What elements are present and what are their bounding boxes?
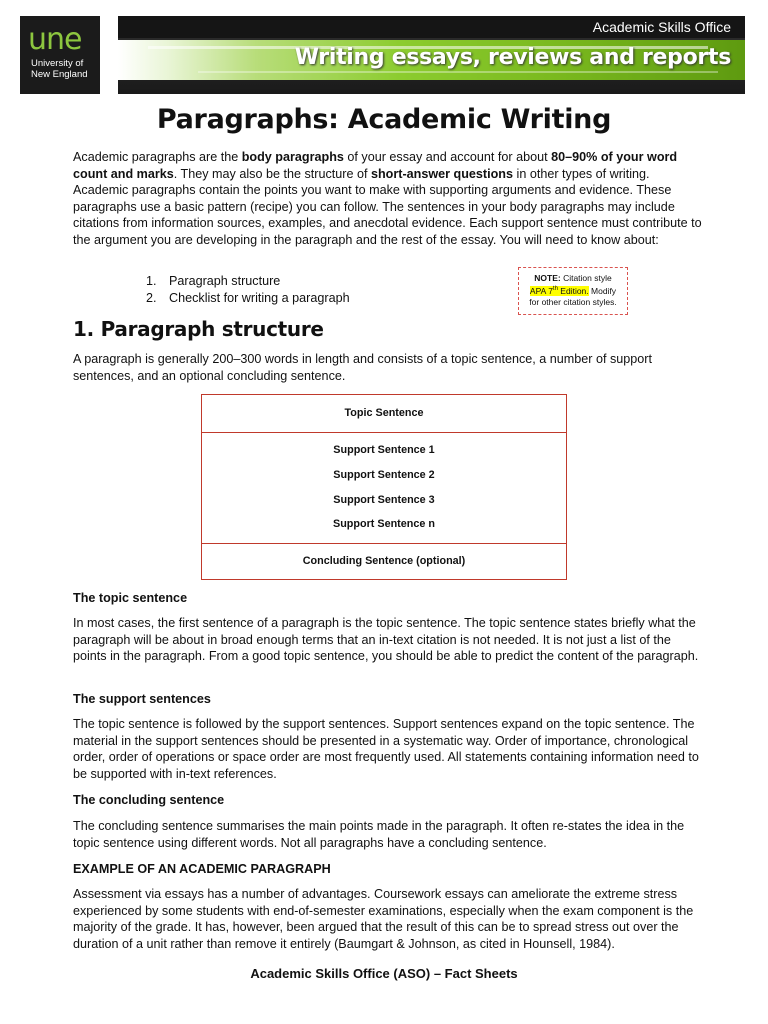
banner-streak	[198, 71, 718, 73]
topic-sentence-body: In most cases, the first sentence of a paragraph is the topic sentence. The topic sentence states briefly what the paragraph will be about in broad enough terms that an in-text citation is not needed. It is not just a list of the points in the paragraph. From a good topic sentence, you should be able to predict the content of the paragraph.	[73, 616, 699, 664]
concluding-sentence-body: The concluding sentence summarises the main points made in the paragraph. It often re-states the idea in the topic sentence using different words. Not all paragraphs have a concluding sentence.	[73, 819, 685, 850]
banner-title: Writing essays, reviews and reports	[294, 45, 731, 70]
diagram-support-sentence: Support Sentence 2	[333, 469, 435, 481]
list-item: 2. Checklist for writing a paragraph	[146, 290, 350, 305]
example-paragraph: Assessment via essays has a number of advantages. Coursework essays can ameliorate the extreme stress experienced by some students with end-of-semester examinations, especially when the exam component is the majority of the grade. It has, however, been argued that the result of this can be to spread stress out over the duration of a unit rather than remove it entirely (Baumgart & Johnson, as cited in Hounsell, 1984).	[73, 887, 694, 951]
citation-style-highlight: APA 7th Edition.	[529, 285, 589, 296]
example-heading: EXAMPLE OF AN ACADEMIC PARAGRAPH	[73, 862, 331, 876]
topic-sentence-heading: The topic sentence	[73, 591, 188, 605]
topics-list	[146, 273, 350, 306]
header-banner	[118, 16, 745, 94]
section-intro: A paragraph is generally 200–300 words in length and consists of a topic sentence, a number of support sentences, and an optional concluding sentence.	[73, 352, 652, 383]
page-title: Paragraphs: Academic Writing	[156, 104, 612, 135]
diagram-support-sentence: Support Sentence n	[333, 518, 435, 530]
page-footer: Academic Skills Office (ASO) – Fact Sheets	[250, 966, 518, 981]
citation-note: NOTE: Citation style APA 7th Edition. Modify for other citation styles.	[518, 267, 628, 315]
une-logo	[20, 16, 100, 94]
diagram-topic-sentence: Topic Sentence	[344, 407, 424, 419]
diagram-support-sentence: Support Sentence 3	[333, 494, 435, 506]
section-heading: 1. Paragraph structure	[73, 317, 324, 341]
office-name: Academic Skills Office	[592, 19, 731, 35]
paragraph-structure-diagram	[201, 394, 567, 580]
diagram-divider	[202, 543, 566, 544]
diagram-concluding-sentence: Concluding Sentence (optional)	[302, 555, 466, 567]
list-item: 1. Paragraph structure	[146, 274, 281, 288]
diagram-support-sentence: Support Sentence 1	[333, 444, 435, 456]
intro-paragraph: Academic paragraphs are the body paragraphs of your essay and account for about 80–90% of your word count and marks. They may also be the structure of short-answer questions in other types of writing. Academic paragraphs contain the points you want to make with supporting arguments and evidence. These paragraphs use a basic pattern (recipe) you can follow. The sentences in your body paragraphs may include citations from information sources, examples, and anecdotal evidence. Each support sentence must contribute to the argument you are developing in the paragraph and the rest of the essay. You will need to know about:	[73, 150, 702, 247]
logo-text: une	[28, 22, 82, 57]
concluding-sentence-heading: The concluding sentence	[73, 793, 225, 807]
diagram-divider	[202, 432, 566, 433]
support-sentences-heading: The support sentences	[73, 692, 211, 706]
university-name: University of New England	[31, 58, 88, 80]
support-sentences-body: The topic sentence is followed by the support sentences. Support sentences expand on the topic sentence. The material in the support sentences should be presented in a systematic way. Order of importance, chronological order, order of operations or space order are most frequently used. All statements containing information need to be supported with in-text references.	[73, 717, 699, 781]
